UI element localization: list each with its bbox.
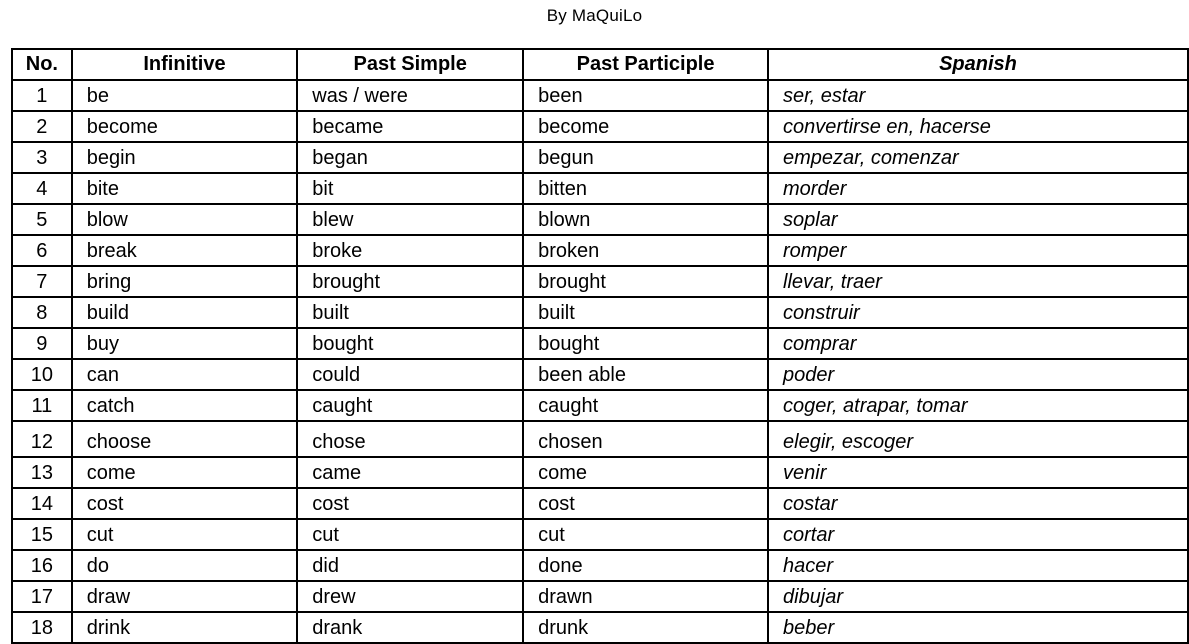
cell-past-simple: drew	[297, 581, 523, 612]
cell-past-participle: brought	[523, 266, 768, 297]
byline: By MaQuiLo	[546, 6, 643, 25]
cell-past-simple: cost	[297, 488, 523, 519]
cell-past-simple: was / were	[297, 80, 523, 111]
cell-past-participle: drunk	[523, 612, 768, 643]
cell-no: 18	[12, 612, 72, 643]
cell-no: 11	[12, 390, 72, 421]
cell-spanish: cortar	[768, 519, 1188, 550]
table-header-row	[12, 49, 1188, 80]
cell-past-simple: could	[297, 359, 523, 390]
cell-spanish: hacer	[768, 550, 1188, 581]
cell-no: 6	[12, 235, 72, 266]
cell-spanish: elegir, escoger	[768, 421, 1188, 457]
cell-no: 9	[12, 328, 72, 359]
cell-past-participle: cost	[523, 488, 768, 519]
table-row	[12, 488, 1188, 519]
cell-past-simple: caught	[297, 390, 523, 421]
table-row	[12, 328, 1188, 359]
cell-past-simple: bought	[297, 328, 523, 359]
table-row	[12, 612, 1188, 643]
cell-infinitive: come	[72, 457, 298, 488]
cell-past-simple: cut	[297, 519, 523, 550]
table-row	[12, 457, 1188, 488]
cell-past-simple: chose	[297, 421, 523, 457]
cell-past-simple: built	[297, 297, 523, 328]
cell-infinitive: become	[72, 111, 298, 142]
cell-infinitive: bring	[72, 266, 298, 297]
column-header-no: No.	[12, 49, 72, 80]
cell-spanish: romper	[768, 235, 1188, 266]
cell-infinitive: build	[72, 297, 298, 328]
cell-no: 2	[12, 111, 72, 142]
table-body	[12, 80, 1188, 643]
table-row	[12, 421, 1188, 457]
cell-past-participle: cut	[523, 519, 768, 550]
table-row	[12, 519, 1188, 550]
table-row	[12, 235, 1188, 266]
cell-past-simple: broke	[297, 235, 523, 266]
cell-past-participle: blown	[523, 204, 768, 235]
table-row	[12, 550, 1188, 581]
cell-spanish: beber	[768, 612, 1188, 643]
cell-infinitive: choose	[72, 421, 298, 457]
cell-infinitive: can	[72, 359, 298, 390]
table-row	[12, 266, 1188, 297]
cell-no: 5	[12, 204, 72, 235]
cell-past-participle: chosen	[523, 421, 768, 457]
cell-past-participle: begun	[523, 142, 768, 173]
cell-past-participle: been	[523, 80, 768, 111]
cell-no: 8	[12, 297, 72, 328]
cell-infinitive: cost	[72, 488, 298, 519]
cell-spanish: venir	[768, 457, 1188, 488]
cell-infinitive: bite	[72, 173, 298, 204]
cell-infinitive: blow	[72, 204, 298, 235]
cell-past-simple: began	[297, 142, 523, 173]
cell-no: 7	[12, 266, 72, 297]
table-row	[12, 297, 1188, 328]
cell-no: 14	[12, 488, 72, 519]
table-row	[12, 173, 1188, 204]
cell-past-simple: became	[297, 111, 523, 142]
cell-past-participle: done	[523, 550, 768, 581]
cell-spanish: convertirse en, hacerse	[768, 111, 1188, 142]
cell-infinitive: be	[72, 80, 298, 111]
cell-no: 15	[12, 519, 72, 550]
cell-infinitive: catch	[72, 390, 298, 421]
cell-no: 10	[12, 359, 72, 390]
column-header-past-simple: Past Simple	[297, 49, 523, 80]
cell-infinitive: cut	[72, 519, 298, 550]
cell-past-participle: built	[523, 297, 768, 328]
cell-infinitive: drink	[72, 612, 298, 643]
column-header-past-participle: Past Participle	[523, 49, 768, 80]
cell-no: 4	[12, 173, 72, 204]
cell-spanish: soplar	[768, 204, 1188, 235]
cell-spanish: dibujar	[768, 581, 1188, 612]
cell-infinitive: buy	[72, 328, 298, 359]
column-header-infinitive: Infinitive	[72, 49, 298, 80]
cell-past-participle: bought	[523, 328, 768, 359]
cell-infinitive: break	[72, 235, 298, 266]
column-header-spanish: Spanish	[768, 49, 1188, 80]
table-row	[12, 80, 1188, 111]
cell-spanish: ser, estar	[768, 80, 1188, 111]
cell-no: 3	[12, 142, 72, 173]
cell-past-participle: become	[523, 111, 768, 142]
irregular-verbs-table	[11, 48, 1189, 644]
table-row	[12, 204, 1188, 235]
cell-no: 1	[12, 80, 72, 111]
cell-past-simple: bit	[297, 173, 523, 204]
cell-no: 12	[12, 421, 72, 457]
table-row	[12, 581, 1188, 612]
cell-no: 16	[12, 550, 72, 581]
cell-past-simple: came	[297, 457, 523, 488]
cell-spanish: coger, atrapar, tomar	[768, 390, 1188, 421]
table-row	[12, 390, 1188, 421]
cell-spanish: morder	[768, 173, 1188, 204]
cell-past-simple: did	[297, 550, 523, 581]
cell-no: 17	[12, 581, 72, 612]
cell-spanish: construir	[768, 297, 1188, 328]
cell-spanish: poder	[768, 359, 1188, 390]
cell-spanish: empezar, comenzar	[768, 142, 1188, 173]
cell-past-participle: caught	[523, 390, 768, 421]
cell-past-participle: bitten	[523, 173, 768, 204]
cell-past-simple: drank	[297, 612, 523, 643]
cell-spanish: costar	[768, 488, 1188, 519]
table-row	[12, 142, 1188, 173]
cell-infinitive: do	[72, 550, 298, 581]
cell-spanish: comprar	[768, 328, 1188, 359]
cell-past-simple: brought	[297, 266, 523, 297]
cell-no: 13	[12, 457, 72, 488]
table-row	[12, 111, 1188, 142]
cell-past-participle: come	[523, 457, 768, 488]
cell-infinitive: draw	[72, 581, 298, 612]
cell-past-participle: been able	[523, 359, 768, 390]
cell-infinitive: begin	[72, 142, 298, 173]
cell-past-participle: broken	[523, 235, 768, 266]
cell-spanish: llevar, traer	[768, 266, 1188, 297]
cell-past-participle: drawn	[523, 581, 768, 612]
cell-past-simple: blew	[297, 204, 523, 235]
table-row	[12, 359, 1188, 390]
